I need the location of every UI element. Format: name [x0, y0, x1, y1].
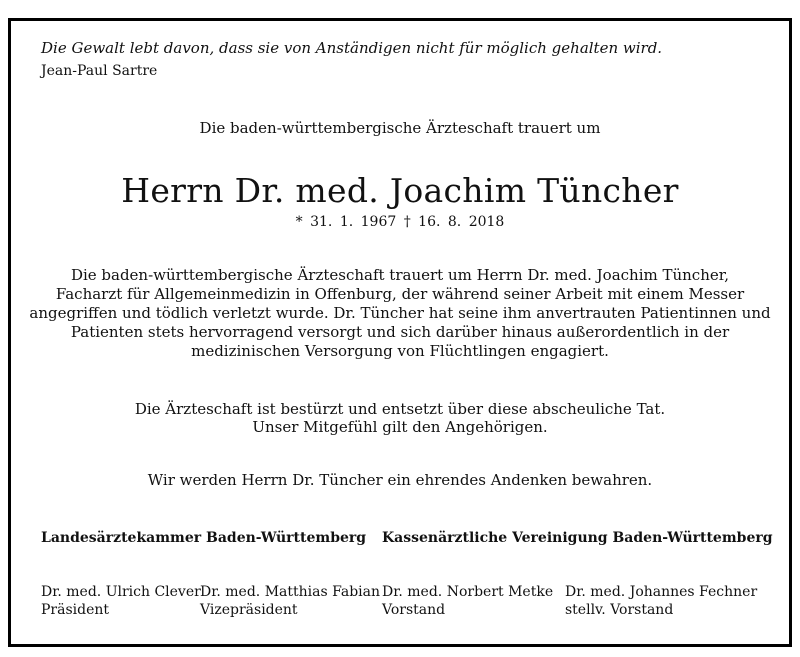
signatory-role: Präsident: [41, 602, 110, 618]
signatory-name: Dr. med. Norbert Metke: [382, 584, 554, 600]
body-line: Die baden-württembergische Ärzteschaft trauert um Herrn Dr. med. Joachim Tüncher,: [70, 266, 730, 284]
body-line: angegriffen und tödlich verletzt wurde. Dr. Tüncher hat seine ihm anvertrauten Patientinnen und: [29, 304, 771, 322]
deceased-name: Herrn Dr. med. Joachim Tüncher: [121, 171, 679, 210]
signatory: [200, 583, 380, 619]
condolence-line: Unser Mitgefühl gilt den Angehörigen.: [252, 418, 548, 436]
signatory: [382, 583, 553, 619]
signatory: [41, 583, 201, 619]
condolence-line: Die Ärzteschaft ist bestürzt und entsetzt über diese abscheuliche Tat.: [134, 400, 666, 418]
body-paragraph: [11, 266, 789, 361]
life-dates: * 31. 1. 1967 † 16. 8. 2018: [295, 214, 505, 230]
body-line: medizinischen Versorgung von Flüchtlingen engagiert.: [191, 342, 609, 360]
condolence-paragraph: [11, 400, 789, 436]
quote-text: Die Gewalt lebt davon, dass sie von Anständigen nicht für möglich gehalten wird.: [41, 39, 663, 57]
signatory-role: stellv. Vorstand: [565, 602, 674, 618]
intro-line: Die baden-württembergische Ärzteschaft trauert um: [199, 119, 601, 137]
obituary-frame: [8, 18, 792, 647]
signatory: [565, 583, 757, 619]
signatory-name: Dr. med. Matthias Fabian: [200, 584, 381, 600]
signatory-role: Vorstand: [382, 602, 446, 618]
signatory-name: Dr. med. Johannes Fechner: [565, 584, 758, 600]
organization-right: Kassenärztliche Vereinigung Baden-Württemberg: [382, 530, 773, 546]
signatory-name: Dr. med. Ulrich Clever: [41, 584, 201, 600]
body-line: Patienten stets hervorragend versorgt und sich darüber hinaus außerordentlich in der: [70, 323, 730, 341]
signatory-role: Vizepräsident: [200, 602, 298, 618]
quote-author: Jean-Paul Sartre: [41, 63, 158, 79]
memory-line: Wir werden Herrn Dr. Tüncher ein ehrendes Andenken bewahren.: [147, 471, 653, 489]
organization-left: Landesärztekammer Baden-Württemberg: [41, 530, 367, 546]
body-line: Facharzt für Allgemeinmedizin in Offenburg, der während seiner Arbeit mit einem Messer: [55, 285, 745, 303]
